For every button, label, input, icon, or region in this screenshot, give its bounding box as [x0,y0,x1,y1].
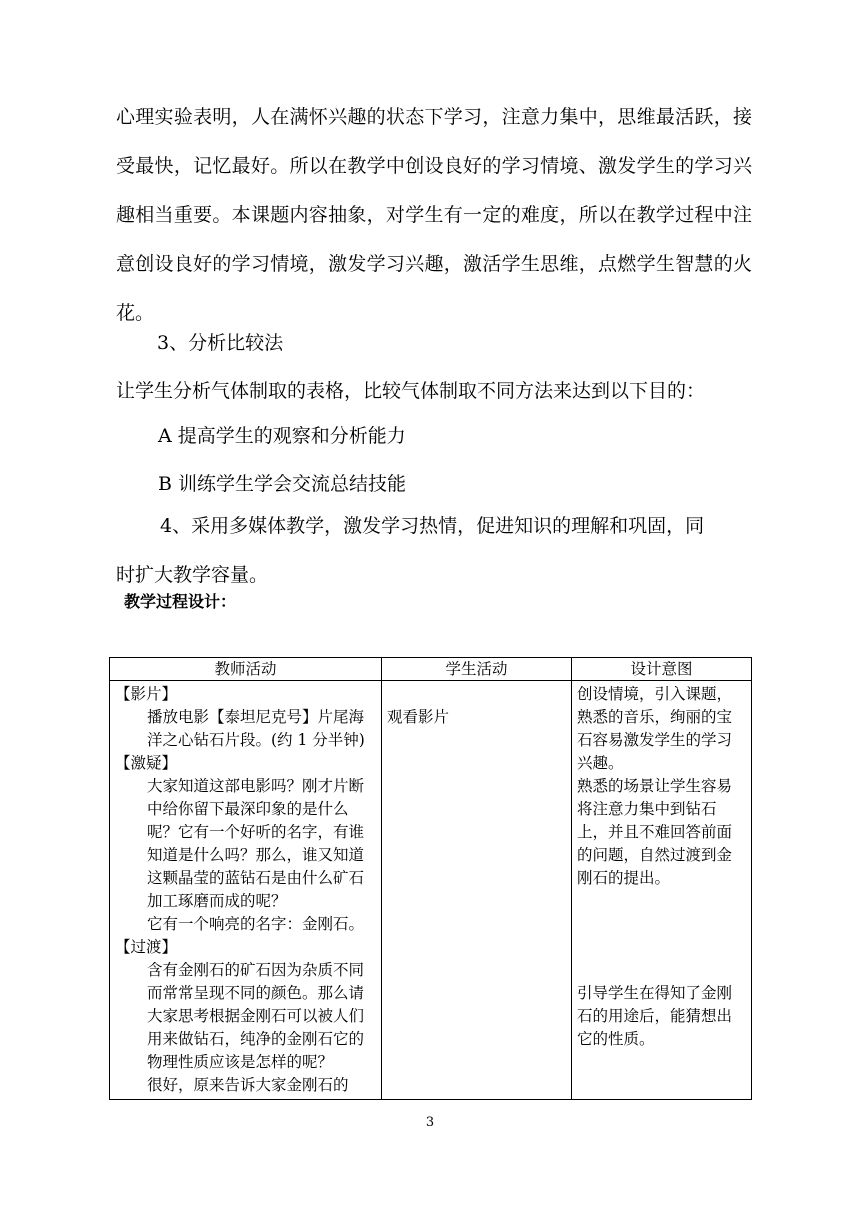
cell-student-activity [382,681,572,1100]
header-student: 学生活动 [382,658,572,681]
paragraph-motivation: 心理实验表明，人在满怀兴趣的状态下学习，注意力集中，思维最活跃，接受最快，记忆最好。所以在教学中创设良好的学习情境、激发学生的学习兴趣相当重要。本课题内容抽象，对学生有一定的难度，所以在教学过程中注意创设良好的学习情境，激发学习兴趣，激活学生思维，点燃学生智慧的火花。 [116,106,752,324]
intent-1: 创设情境，引入课题，熟悉的音乐，绚丽的宝石容易激发学生的学习兴趣。 [577,685,733,772]
page-number: 3 [425,1115,435,1130]
paragraph-method-4-line1: 4、采用多媒体教学，激发学习热情，促进知识的理解和巩固，同 [160,515,705,537]
text-watch-video: 观看影片 [387,708,450,726]
section-heading: 教学过程设计： [124,592,237,611]
label-transition: 【过渡】 [115,938,178,956]
header-teacher: 教师活动 [110,658,382,681]
table-row [110,681,752,1100]
label-video: 【影片】 [115,685,178,703]
paragraph-goal-a: A 提高学生的观察和分析能力 [158,425,406,447]
text-name: 它有一个响亮的名字：金刚石。 [147,915,365,933]
paragraph-method-3-desc: 让学生分析气体制取的表格，比较气体制取不同方法来达到以下目的： [116,380,706,402]
cell-design-intent [572,681,752,1100]
table-header-row [110,658,752,681]
header-intent: 设计意图 [572,658,752,681]
paragraph-method-4 [116,502,752,600]
teaching-process-table [109,657,752,1100]
text-transition: 含有金刚石的矿石因为杂质不同而常常呈现不同的颜色。那么请大家思考根据金刚石可以被人们用来做钻石，纯净的金刚石它的物理性质应该是怎样的呢？ [147,961,365,1071]
text-video: 播放电影【泰坦尼克号】片尾海洋之心钻石片段。(约 1 分半钟) [147,708,365,749]
text-continue: 很好，原来告诉大家金刚石的 [147,1076,349,1094]
label-question: 【激疑】 [115,754,178,772]
paragraph-goal-b: B 训练学生学会交流总结技能 [158,473,407,495]
paragraph-method-4-line2: 时扩大教学容量。 [116,564,269,586]
cell-teacher-activity [110,681,382,1100]
text-question: 大家知道这部电影吗？刚才片断中给你留下最深印象的是什么呢？它有一个好听的名字，有谁知道是什么吗？那么，谁又知道这颗晶莹的蓝钻石是由什么矿石加工琢磨而成的呢？ [147,777,365,910]
intent-2: 熟悉的场景让学生容易将注意力集中到钻石上，并且不难回答前面的问题，自然过渡到金刚石的提出。 [577,777,733,887]
intent-3: 引导学生在得知了金刚石的用途后，能猜想出它的性质。 [577,984,733,1048]
spacer [577,890,746,982]
paragraph-method-3: 3、分析比较法 [157,332,284,354]
